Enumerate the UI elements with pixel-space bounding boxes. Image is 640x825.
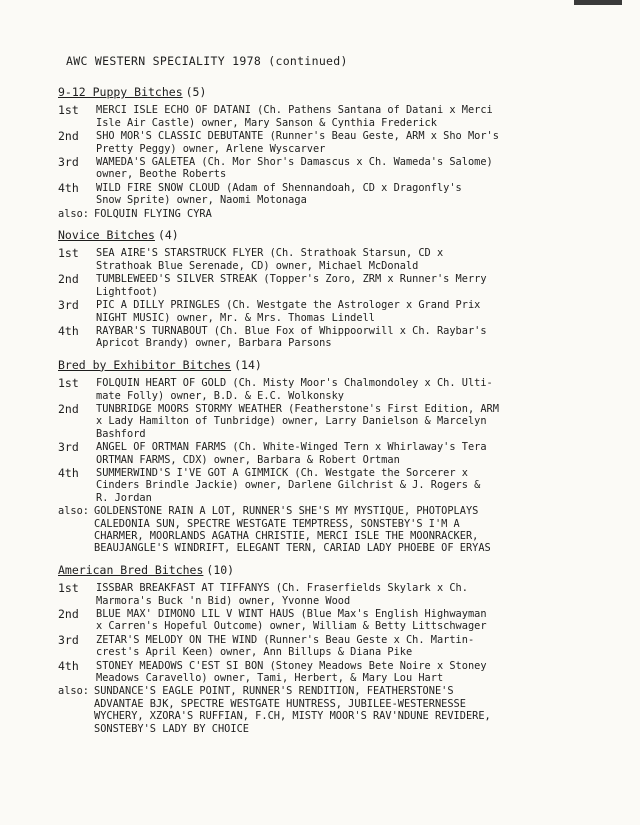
section-puppy-bitches — [58, 86, 618, 220]
placement-entry — [58, 182, 618, 207]
placement-label: 2nd — [58, 607, 79, 622]
placement-entry — [58, 608, 618, 633]
placement-text: TUNBRIDGE MOORS STORMY WEATHER (Featherstone's First Edition, ARM x Lady Hamilton of Tunbridge) owner, Larry Danielson & Marcelyn Bashford — [96, 402, 499, 440]
placement-label: 3rd — [58, 298, 79, 313]
placement-entry — [58, 660, 618, 685]
placement-entry — [58, 582, 618, 607]
placement-text: ISSBAR BREAKFAST AT TIFFANYS (Ch. Fraserfields Skylark x Ch. Marmora's Buck 'n Bid) owner, Yvonne Wood — [96, 582, 468, 607]
placement-entry — [58, 156, 618, 181]
section-entry-count: (14) — [234, 357, 262, 372]
placement-entry — [58, 273, 618, 298]
paper-edge-mark — [574, 0, 622, 5]
placement-label: 4th — [58, 323, 79, 338]
placement-label: 1st — [58, 581, 79, 596]
placement-label: 4th — [58, 658, 79, 673]
placement-label: 3rd — [58, 440, 79, 455]
placement-label: 2nd — [58, 401, 79, 416]
section-heading — [58, 229, 618, 241]
page-title: AWC WESTERN SPECIALITY 1978 (continued) — [66, 54, 348, 68]
placement-label: 4th — [58, 180, 79, 195]
placement-label: 3rd — [58, 632, 79, 647]
placement-entry — [58, 467, 618, 504]
placement-label: 4th — [58, 465, 79, 480]
also-label: also: — [58, 685, 89, 698]
placement-text: BLUE MAX' DIMONO LIL V WINT HAUS (Blue Max's English Highwayman x Carren's Hopeful Outcome) owner, William & Betty Littschwager — [96, 608, 487, 633]
also-placed-text: FOLQUIN FLYING CYRA — [94, 207, 212, 220]
section-heading-text: American Bred Bitches — [58, 562, 204, 577]
also-placed-text: GOLDENSTONE RAIN A LOT, RUNNER'S SHE'S MY MYSTIQUE, PHOTOPLAYS CALEDONIA SUN, SPECTRE WESTGATE TEMPTRESS, SONSTEBY'S I'M A CHARMER, MOORLANDS AGATHA CHRISTIE, MERCI ISLE THE MOONRACKER, BEAUJANGLE'S WINDRIFT, ELEGANT TERN, CARIAD LADY PHOEBE OF ERYAS — [94, 505, 491, 555]
placement-label: 1st — [58, 246, 79, 261]
results-content — [58, 86, 618, 744]
also-label: also: — [58, 505, 89, 518]
also-placed — [58, 505, 618, 555]
placement-entry — [58, 403, 618, 440]
placement-text: ANGEL OF ORTMAN FARMS (Ch. White-Winged Tern x Whirlaway's Tera ORTMAN FARMS, CDX) owner, Barbara & Robert Ortman — [96, 441, 487, 466]
placement-entry — [58, 325, 618, 350]
section-heading — [58, 564, 618, 576]
section-bred-by-exhibitor-bitches — [58, 359, 618, 555]
placement-entry — [58, 634, 618, 659]
placement-label: 3rd — [58, 155, 79, 170]
section-american-bred-bitches — [58, 564, 618, 735]
section-heading-text: Bred by Exhibitor Bitches — [58, 357, 232, 372]
placement-text: FOLQUIN HEART OF GOLD (Ch. Misty Moor's Chalmondoley x Ch. Ulti- mate Folly) owner, B.D. & E.C. Wolkonsky — [96, 377, 493, 402]
also-placed — [58, 685, 618, 735]
placement-text: WILD FIRE SNOW CLOUD (Adam of Shennandoah, CD x Dragonfly's Snow Sprite) owner, Naomi Motonaga — [96, 181, 462, 207]
also-label: also: — [58, 207, 89, 220]
placement-entry — [58, 377, 618, 402]
placement-text: RAYBAR'S TURNABOUT (Ch. Blue Fox of Whippoorwill x Ch. Raybar's Apricot Brandy) owner, Barbara Parsons — [96, 324, 487, 350]
placement-entry — [58, 441, 618, 466]
placement-label: 2nd — [58, 272, 79, 287]
placement-text: WAMEDA'S GALETEA (Ch. Mor Shor's Damascus x Ch. Wameda's Salome) owner, Beothe Roberts — [96, 156, 493, 181]
placement-label: 1st — [58, 376, 79, 391]
section-heading-text: Novice Bitches — [58, 228, 155, 243]
placement-text: ZETAR'S MELODY ON THE WIND (Runner's Beau Geste x Ch. Martin- crest's April Keen) owner, Ann Billups & Diana Pike — [96, 633, 475, 659]
placement-text: SHO MOR'S CLASSIC DEBUTANTE (Runner's Beau Geste, ARM x Sho Mor's Pretty Peggy) owner, Arlene Wyscarver — [96, 130, 499, 155]
section-heading-text: 9-12 Puppy Bitches — [58, 85, 183, 99]
placement-label: 1st — [58, 103, 79, 118]
placement-entry — [58, 104, 618, 129]
section-heading — [58, 86, 618, 98]
placement-entry — [58, 299, 618, 324]
placement-text: SUMMERWIND'S I'VE GOT A GIMMICK (Ch. Westgate the Sorcerer x Cinders Brindle Jackie) owner, Darlene Gilchrist & J. Rogers & R. Jordan — [96, 466, 481, 504]
placement-label: 2nd — [58, 129, 79, 144]
section-entry-count: (4) — [157, 228, 179, 243]
also-placed — [58, 208, 618, 220]
placement-text: SEA AIRE'S STARSTRUCK FLYER (Ch. Strathoak Starsun, CD x Strathoak Blue Serenade, CD) owner, Michael McDonald — [96, 247, 444, 272]
section-entry-count: (5) — [185, 85, 207, 99]
also-placed-text: SUNDANCE'S EAGLE POINT, RUNNER'S RENDITION, FEATHERSTONE'S ADVANTAE BJK, SPECTRE WESTGATE HUNTRESS, JUBILEE-WESTERNESSE WYCHERY, XZORA'S RUFFIAN, F.CH, MISTY MOOR'S RAV'NDUNE REVIDERE, SONSTEBY'S LADY BY CHOICE — [94, 685, 491, 735]
section-heading — [58, 359, 618, 371]
section-novice-bitches — [58, 229, 618, 350]
placement-text: TUMBLEWEED'S SILVER STREAK (Topper's Zoro, ZRM x Runner's Merry Lightfoot) — [96, 273, 487, 298]
section-entry-count: (10) — [206, 562, 235, 577]
placement-text: MERCI ISLE ECHO OF DATANI (Ch. Pathens Santana of Datani x Merci Isle Air Castle) owner, Mary Sanson & Cynthia Frederick — [96, 104, 493, 129]
placement-entry — [58, 247, 618, 272]
placement-text: PIC A DILLY PRINGLES (Ch. Westgate the Astrologer x Grand Prix NIGHT MUSIC) owner, Mr. & Mrs. Thomas Lindell — [96, 299, 481, 324]
placement-text: STONEY MEADOWS C'EST SI BON (Stoney Meadows Bete Noire x Stoney Meadows Caravello) owner, Tami, Herbert, & Mary Lou Hart — [96, 659, 487, 685]
placement-entry — [58, 130, 618, 155]
